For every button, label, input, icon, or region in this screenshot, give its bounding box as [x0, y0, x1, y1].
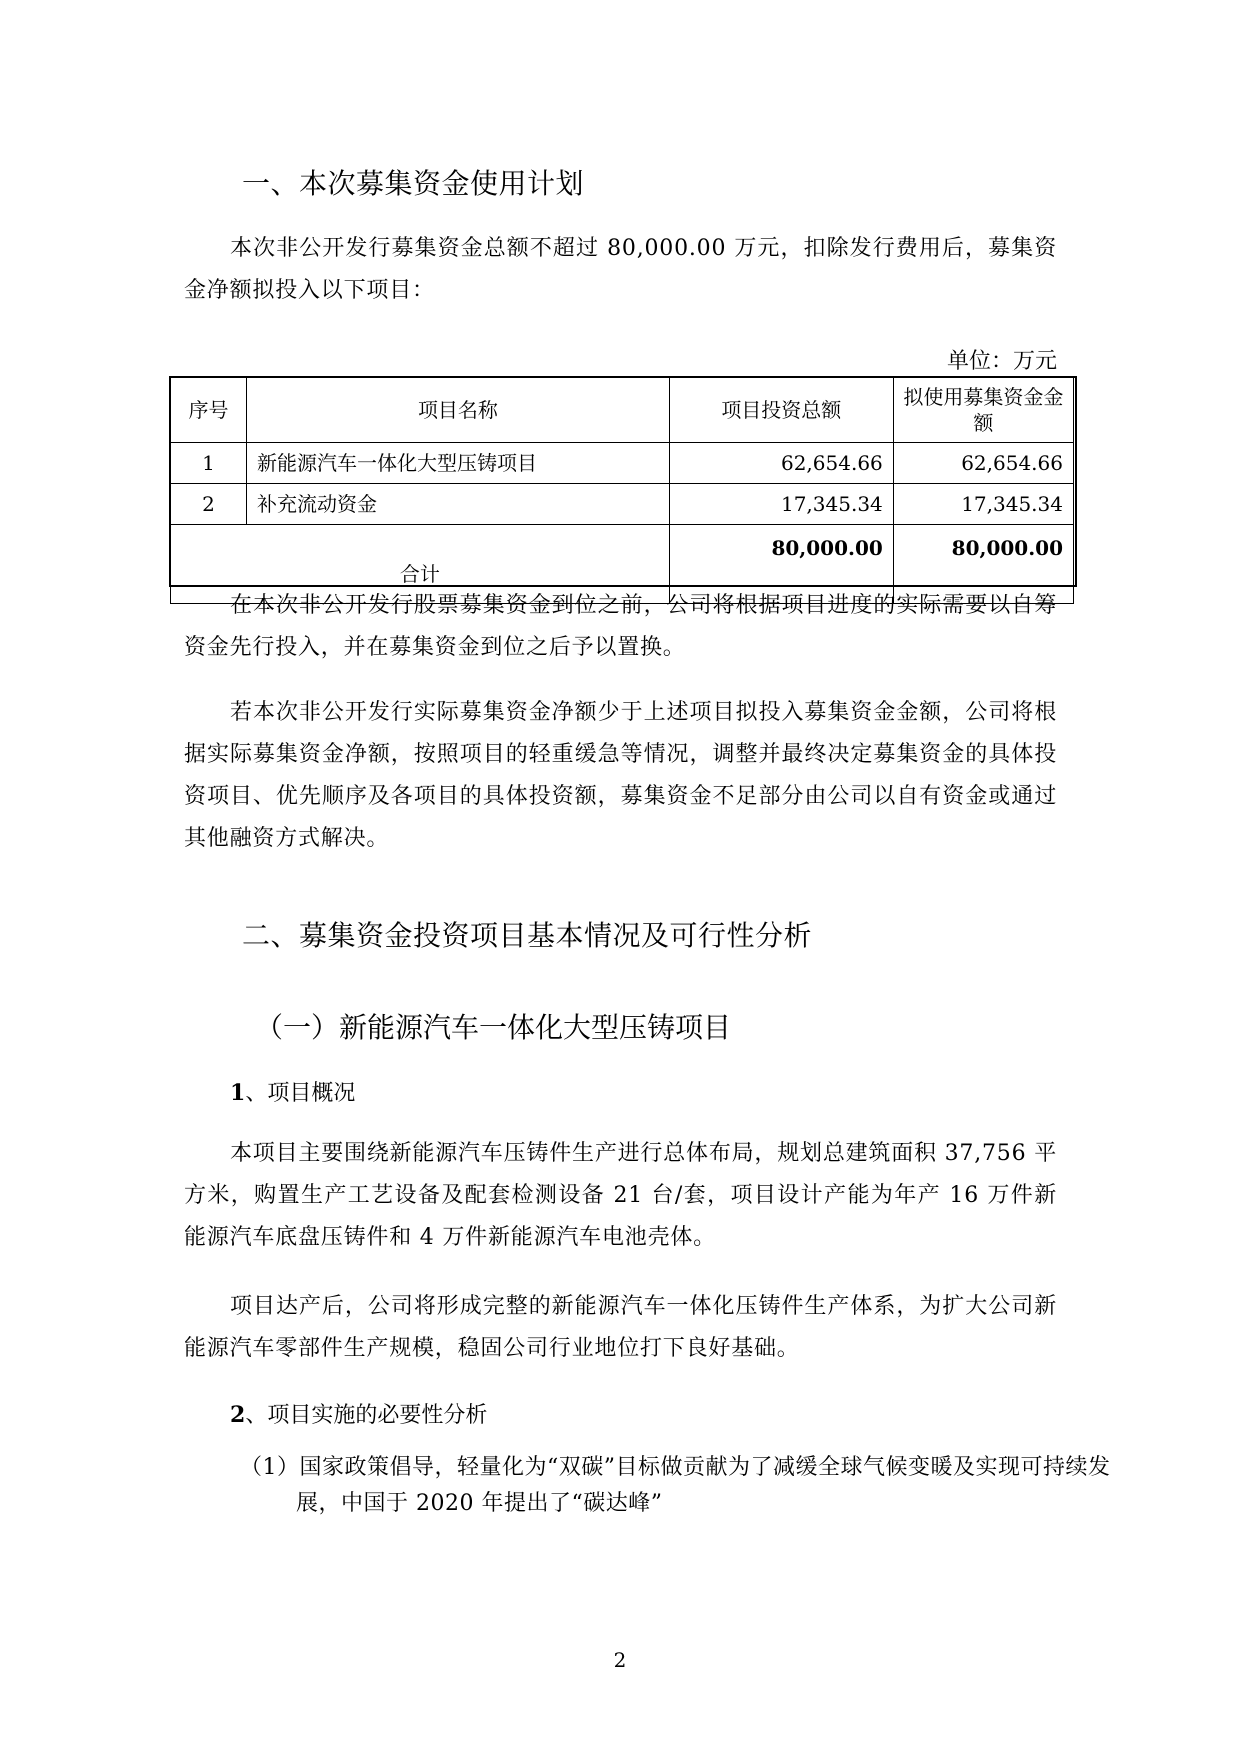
header-total-investment: 项目投资总额	[669, 378, 893, 443]
unit-label: 单位：万元	[946, 349, 1057, 374]
overview-paragraph-2: 项目达产后，公司将形成完整的新能源汽车一体化压铸件生产体系，为扩大公司新能源汽车零部件生产规模，稳固公司行业地位打下良好基础。	[184, 1294, 1057, 1361]
intro-paragraph: 本次非公开发行募集资金总额不超过 80,000.00 万元，扣除发行费用后，募集资金净额拟投入以下项目：	[184, 236, 1057, 303]
overview-paragraph-1: 本项目主要围绕新能源汽车压铸件生产进行总体布局，规划总建筑面积 37,756 平方米，购置生产工艺设备及配套检测设备 21 台/套，项目设计产能为年产 16 万件新能源汽车底盘压铸件和 4 万件新能源汽车电池壳体。	[184, 1141, 1057, 1250]
paragraph-funds-before-arrival: 在本次非公开发行股票募集资金到位之前，公司将根据项目进度的实际需要以自筹资金先行投入，并在募集资金到位之后予以置换。	[184, 593, 1057, 660]
row-project-name: 新能源汽车一体化大型压铸项目	[247, 443, 670, 484]
section-heading-2: 二、募集资金投资项目基本情况及可行性分析	[242, 919, 813, 952]
paragraph-funds-shortfall: 若本次非公开发行实际募集资金净额少于上述项目拟投入募集资金金额，公司将根据实际募集资金净额，按照项目的轻重缓急等情况，调整并最终决定募集资金的具体投资项目、优先顺序及各项目的具体投资额，募集资金不足部分由公司以自有资金或通过其他融资方式解决。	[184, 700, 1057, 851]
section-heading-1: 一、本次募集资金使用计划	[242, 167, 585, 200]
overview-heading	[230, 1076, 355, 1107]
row-proposed-funds: 17,345.34	[893, 484, 1073, 525]
total-label: 合计	[171, 525, 670, 604]
table-header-row	[171, 378, 1074, 443]
table-row	[171, 443, 1074, 484]
header-project-name: 项目名称	[247, 378, 670, 443]
header-proposed-funds: 拟使用募集资金金额	[893, 378, 1073, 443]
subsection-heading: （一）新能源汽车一体化大型压铸项目	[255, 1011, 732, 1044]
necessity-number: 2	[230, 1402, 246, 1428]
necessity-item-1: （1）国家政策倡导，轻量化为“双碳”目标做贡献为了减缓全球气候变暖及实现可持续发展，中国于 2020 年提出了“碳达峰”	[240, 1455, 1111, 1516]
header-index: 序号	[171, 378, 247, 443]
page-number: 2	[613, 1648, 627, 1672]
row-index: 1	[171, 443, 247, 484]
row-proposed-funds: 62,654.66	[893, 443, 1073, 484]
row-total-investment: 62,654.66	[669, 443, 893, 484]
overview-title: 、项目概况	[245, 1081, 356, 1106]
necessity-title: 、项目实施的必要性分析	[245, 1403, 488, 1428]
row-total-investment: 17,345.34	[669, 484, 893, 525]
necessity-heading	[230, 1398, 487, 1429]
table-row	[171, 484, 1074, 525]
total-proposed-funds-sum: 80,000.00	[893, 525, 1073, 604]
row-index: 2	[171, 484, 247, 525]
fund-usage-table	[170, 377, 1074, 604]
overview-number: 1	[230, 1080, 246, 1106]
row-project-name: 补充流动资金	[247, 484, 670, 525]
total-investment-sum: 80,000.00	[669, 525, 893, 604]
